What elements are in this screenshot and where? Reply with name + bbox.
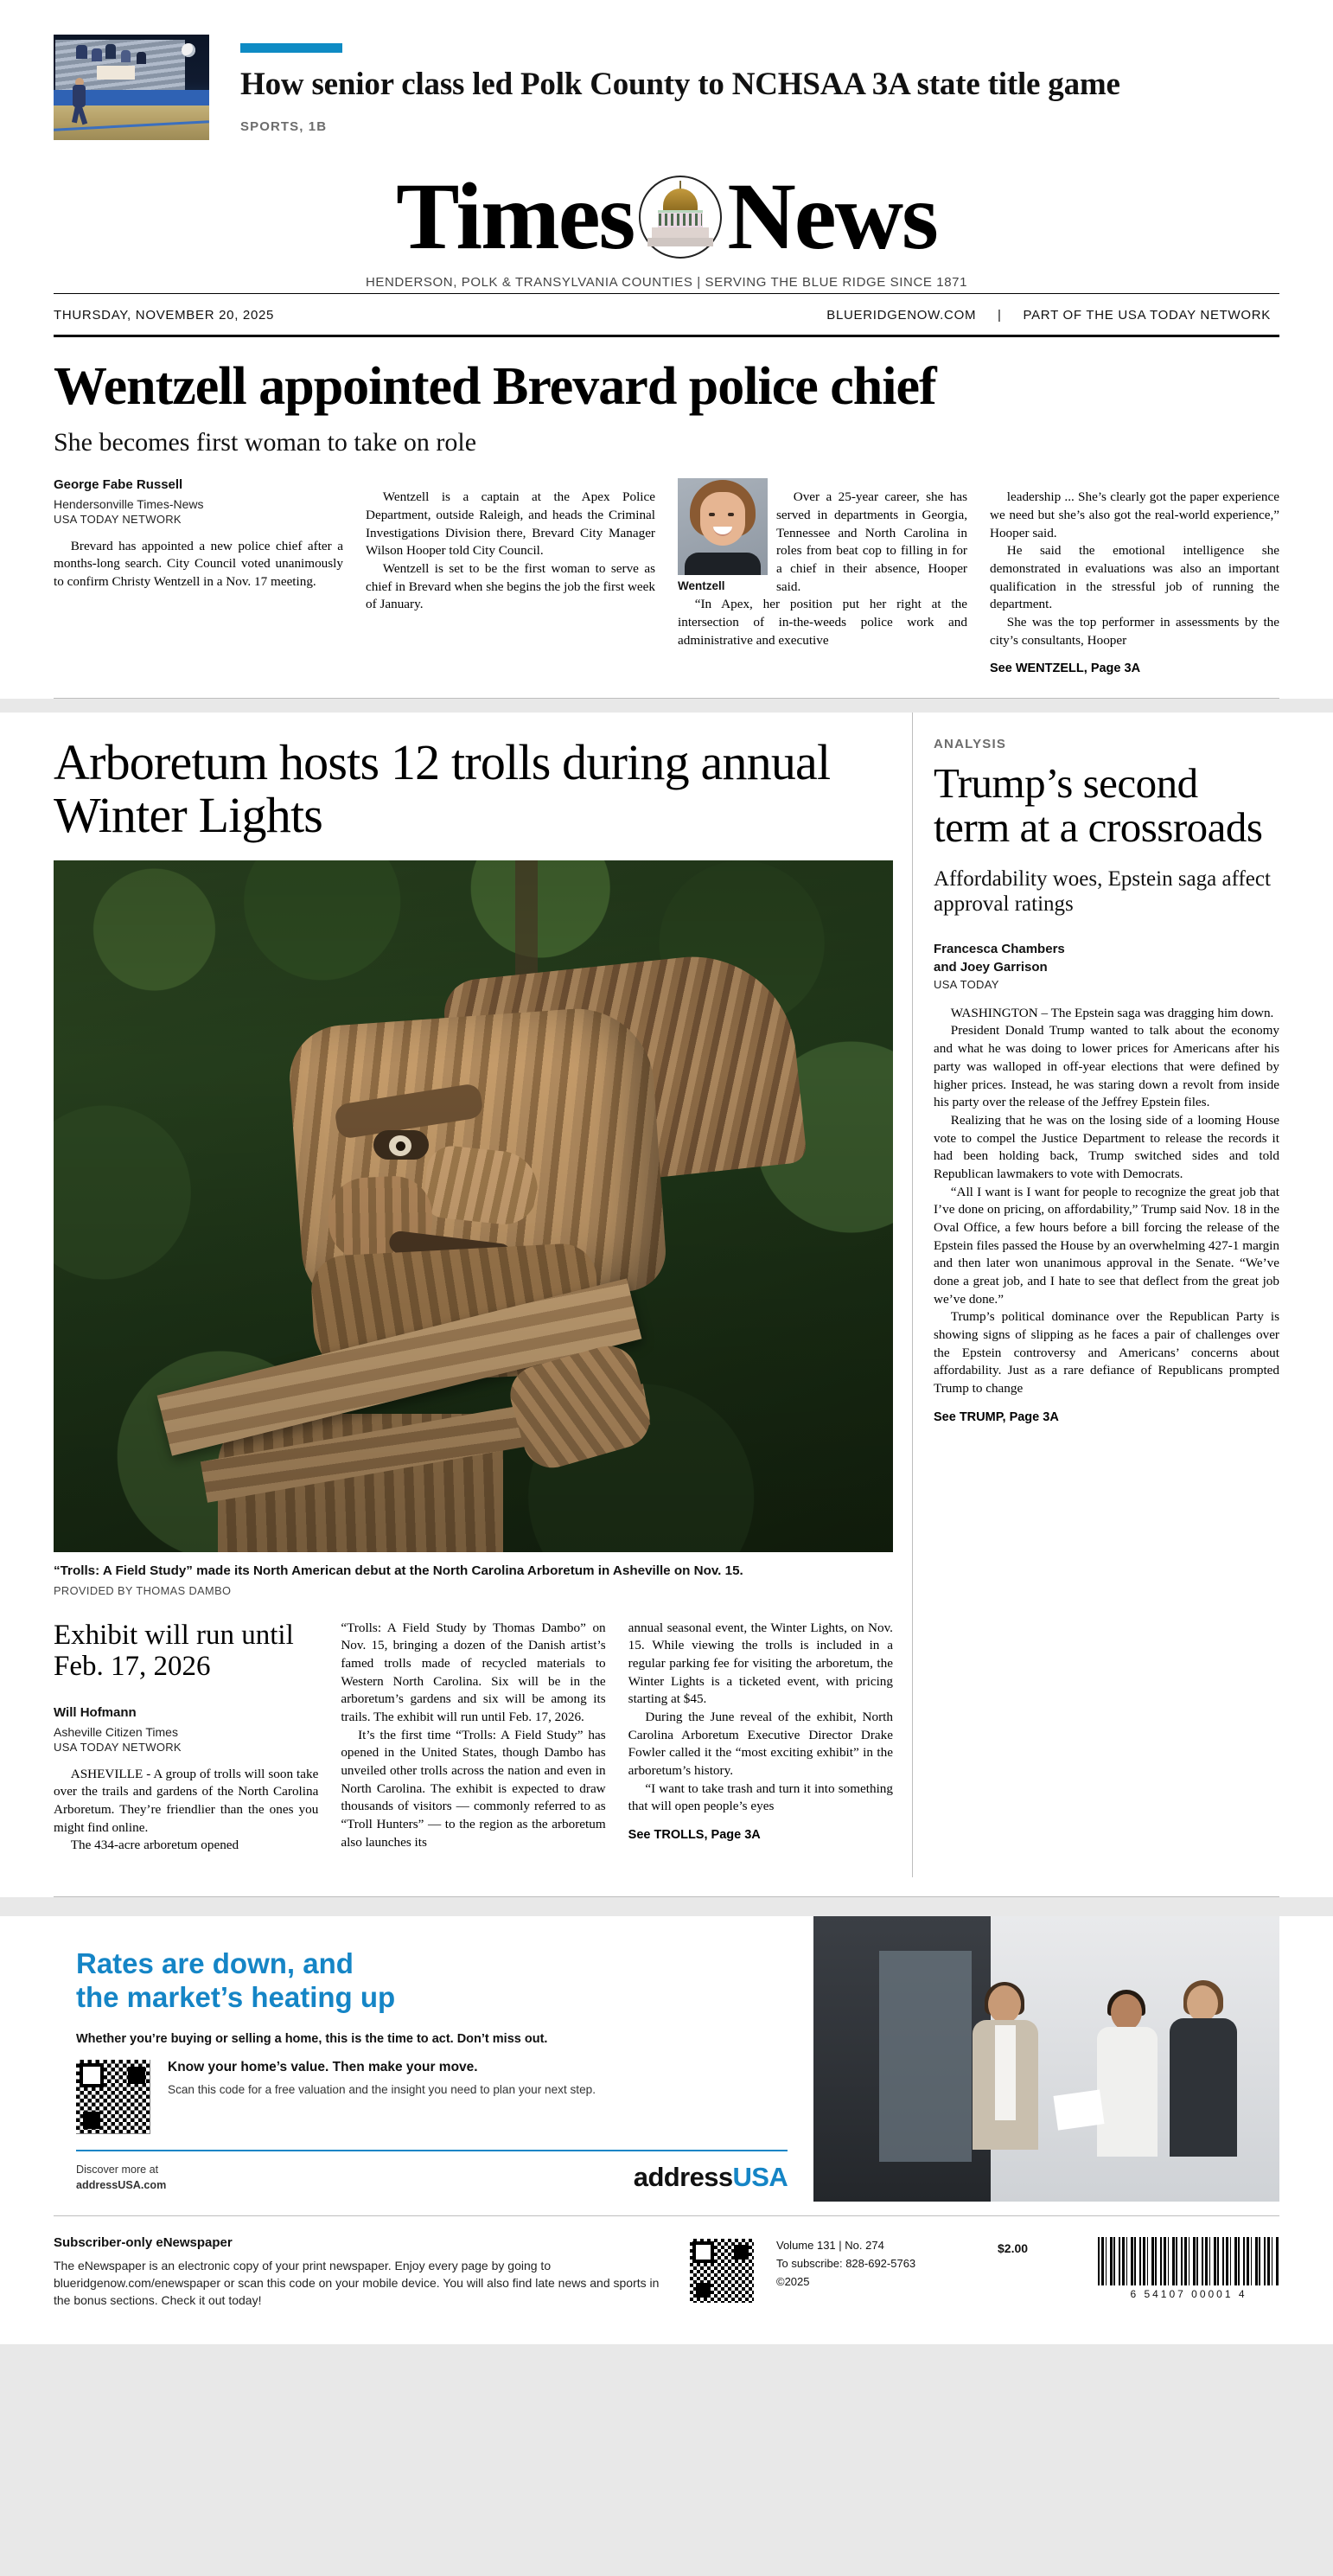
ad-logo-black: address [633, 2162, 733, 2193]
lead-byline-network: USA TODAY NETWORK [54, 512, 182, 526]
mugshot-caption: Wentzell [678, 579, 725, 593]
arboretum-column-2 [341, 1620, 605, 1855]
masthead-word-news: News [727, 163, 937, 269]
analysis-subhead: Affordability woes, Epstein saga affect approval ratings [934, 867, 1271, 917]
lead-para: Brevard has appointed a new police chief after a months-long search. City Council voted unanimously to confirm Christy Wentzell in a Nov. 17 meeting. [54, 538, 343, 589]
publication-date: THURSDAY, NOVEMBER 20, 2025 [54, 307, 275, 323]
analysis-headline[interactable]: Trump’s second term at a crossroads [934, 759, 1263, 851]
arboretum-byline-network: USA TODAY NETWORK [54, 1740, 182, 1754]
website-url[interactable]: BLUERIDGENOW.COM [826, 307, 977, 323]
arboretum-jump-line[interactable]: See TROLLS, Page 3A [628, 1828, 761, 1843]
arboretum-story [0, 713, 912, 1877]
lead-story [0, 337, 1333, 700]
troll-photo [54, 860, 893, 1552]
arboretum-column-3 [628, 1620, 893, 1855]
barcode-number: 6 54107 00001 4 [1130, 2287, 1247, 2300]
ad-subhead: Whether you’re buying or selling a home, this is the time to act. Don’t miss out. [76, 2031, 548, 2046]
arboretum-headline[interactable]: Arboretum hosts 12 trolls during annual Winter Lights [54, 734, 831, 843]
teaser-headline[interactable]: How senior class led Polk County to NCHSAA 3A state title game [240, 67, 1120, 102]
teaser-photo-soccer [54, 35, 209, 140]
analysis-jump-line[interactable]: See TRUMP, Page 3A [934, 1409, 1059, 1424]
lead-headline[interactable]: Wentzell appointed Brevard police chief [54, 356, 936, 416]
lead-para: Wentzell is a captain at the Apex Police Department, outside Raleigh, and heads the Criminal Investigations Division there, Brevard City Manager Wilson Hooper told City Council. [366, 489, 655, 559]
arboretum-column-1 [54, 1620, 318, 1855]
analysis-kicker: ANALYSIS [934, 737, 1007, 752]
ad-discover-line1: Discover more at [76, 2163, 159, 2176]
ad-photo-agents [813, 1916, 1279, 2202]
footer-heading: Subscriber-only eNewspaper [54, 2234, 233, 2250]
ad-copy-heading: Know your home’s value. Then make your move. [168, 2059, 478, 2074]
volume-number: Volume 131 | No. 274 [776, 2238, 884, 2252]
advertisement[interactable] [0, 1916, 1333, 2202]
analysis-para: Realizing that he was on the losing side of a looming House vote to compel the Justice Department to release the records it had been holding back, Trump switched sides and told Republican lawmakers to vote with Democrats. [934, 1112, 1279, 1181]
lead-subhead: She becomes first woman to take on role [54, 427, 477, 457]
section-divider [0, 699, 1333, 713]
ad-copy-body: Scan this code for a free valuation and the insight you need to plan your next step. [168, 2082, 596, 2096]
analysis-para: “All I want is I want for people to recognize the great job that I’ve done on pricing, on affordability,” Trump said Nov. 18 in the Oval Office, a few hours before a bill forcing the release of the Epstein files passed the House by an overwhelming 427-1 margin and then later won unanimous approval in the Senate. “We’ve done a great job, and I hate to see that deflect from the great job we’ve done.” [934, 1184, 1279, 1307]
arboretum-byline-name: Will Hofmann [54, 1705, 137, 1721]
copyright: ©2025 [776, 2274, 810, 2288]
date-bar [0, 294, 1333, 335]
lead-para: He said the emotional intelligence she demonstrated in evaluations was also an important qualification in the stressful job of running the department. [990, 543, 1279, 612]
footer [0, 2216, 1333, 2344]
masthead-since: SERVING THE BLUE RIDGE SINCE 1871 [705, 274, 968, 290]
analysis-para: Trump’s political dominance over the Republican Party is showing signs of slipping as he faces a pair of challenges over the Epstein controversy and Americans’ concerns about affordability. Just as a rare defiance of Republicans prompted Trump to change [934, 1309, 1279, 1396]
masthead-counties: HENDERSON, POLK & TRANSYLVANIA COUNTIES [365, 274, 693, 290]
volume-info [776, 2237, 975, 2291]
masthead [0, 156, 1333, 293]
lead-column-2 [366, 476, 655, 675]
lead-column-4 [990, 476, 1279, 675]
arboretum-para: During the June reveal of the exhibit, North Carolina Arboretum Executive Director Drake Fowler called it the “most exciting exhibit” in the arboretum’s history. [628, 1710, 893, 1779]
photo-credit: PROVIDED BY THOMAS DAMBO [54, 1583, 232, 1597]
arboretum-para: “I want to take trash and turn it into something that will open people’s eyes [628, 1780, 893, 1814]
lead-byline-org: Hendersonville Times-News [54, 496, 204, 511]
issue-price: $2.00 [998, 2240, 1029, 2255]
network-label: PART OF THE USA TODAY NETWORK [1023, 307, 1271, 323]
analysis-para: WASHINGTON – The Epstein saga was dragging him down. [950, 1005, 1274, 1020]
footer-body: The eNewspaper is an electronic copy of your print newspaper. Enjoy every page by going to blueridgenow.com/enewspaper or scan this code on your mobile device. You will also find late news and sports in the bonus sections. Check it out today! [54, 2258, 660, 2307]
second-section [0, 713, 1333, 1877]
analysis-byline-network: USA TODAY [934, 977, 999, 991]
ad-headline-line2: the market’s heating up [76, 1980, 396, 2013]
lead-jump-line[interactable]: See WENTZELL, Page 3A [990, 662, 1141, 676]
soccer-ball-icon [182, 43, 195, 57]
arboretum-para: “Trolls: A Field Study by Thomas Dambo” on Nov. 15, bringing a dozen of the Danish artist’s famed trolls made of recycled materials to Western North Carolina. Six will be in the arboretum’s gardens and six will be among its trails. The exhibit will run until Feb. 17, 2026. [341, 1620, 606, 1725]
arboretum-byline-org: Asheville Citizen Times [54, 1724, 178, 1739]
lead-para: leadership ... She’s clearly got the paper experience we need but she’s also got the real-world experience,” Hooper said. [990, 489, 1279, 540]
masthead-sep: | [697, 274, 701, 290]
wentzell-mugshot [678, 478, 768, 592]
lead-para: She was the top performer in assessments by the city’s consultants, Hooper [990, 615, 1279, 648]
lead-byline-name: George Fabe Russell [54, 477, 183, 493]
arboretum-para: ASHEVILLE - A group of trolls will soon take over the trails and gardens of the North Carolina Arboretum. They’re friendlier than the ones you might find online. [54, 1766, 319, 1835]
arboretum-para: It’s the first time “Trolls: A Field Study” has opened in the United States, though Dambo has unveiled other trolls across the nation and even in North Carolina. The exhibit is expected to draw thousands of visitors — commonly referred to as “Troll Hunters” — to the region as the arboretum also launches its [341, 1727, 606, 1850]
datebar-sep: | [998, 307, 1002, 323]
arboretum-para: The 434-acre arboretum opened [70, 1838, 239, 1853]
lead-para: Over a 25-year career, she has served in departments in Georgia, Tennessee and North Carolina in roles from beat cop to filling in for a chief in their absence, Hooper said. [776, 489, 967, 594]
ad-logo-blue: USA [732, 2162, 788, 2193]
ad-divider [76, 2150, 788, 2151]
lead-para: “In Apex, her position put her right at the intersection of in-the-weeds police work and administrative and executive [678, 597, 967, 648]
footer-qr-code[interactable] [690, 2239, 754, 2303]
ad-discover-line2[interactable]: addressUSA.com [76, 2179, 167, 2192]
ad-content [54, 1916, 813, 2202]
ad-qr-code[interactable] [76, 2060, 150, 2134]
arboretum-subhead: Exhibit will run until Feb. 17, 2026 [54, 1619, 294, 1683]
top-teaser[interactable] [0, 0, 1333, 156]
accent-bar [240, 43, 342, 53]
analysis-byline-name-2: and Joey Garrison [934, 959, 1048, 975]
analysis-story [912, 713, 1333, 1877]
analysis-para: President Donald Trump wanted to talk about the economy and what he was doing to lower prices for Americans after his party was walloped in off-year elections that were defined by higher prices. Instead, he was staring down a revolt from inside his party over the release of the Jeffrey Epstein files. [934, 1023, 1279, 1110]
masthead-word-times: Times [396, 163, 635, 269]
ad-headline-line1: Rates are down, and [76, 1946, 354, 1979]
courthouse-dome-icon [639, 176, 722, 259]
subscribe-phone[interactable]: To subscribe: 828-692-5763 [776, 2256, 916, 2270]
arboretum-para: annual seasonal event, the Winter Lights, on Nov. 15. While viewing the trolls is included in a regular parking fee for visiting the arboretum, the Winter Lights is a ticketed event, with pricing starting at $45. [628, 1620, 893, 1707]
lead-column-1 [54, 476, 343, 675]
ad-logo [634, 2162, 788, 2193]
lead-column-3 [678, 476, 967, 675]
analysis-byline-name-1: Francesca Chambers [934, 942, 1065, 957]
teaser-section-label: SPORTS, 1B [240, 119, 328, 135]
photo-caption: “Trolls: A Field Study” made its North American debut at the North Carolina Arboretum in Asheville on Nov. 15. [54, 1563, 743, 1578]
barcode [1098, 2237, 1279, 2300]
lead-para: Wentzell is set to be the first woman to serve as chief in Brevard when she begins the job the first week of January. [366, 561, 655, 612]
